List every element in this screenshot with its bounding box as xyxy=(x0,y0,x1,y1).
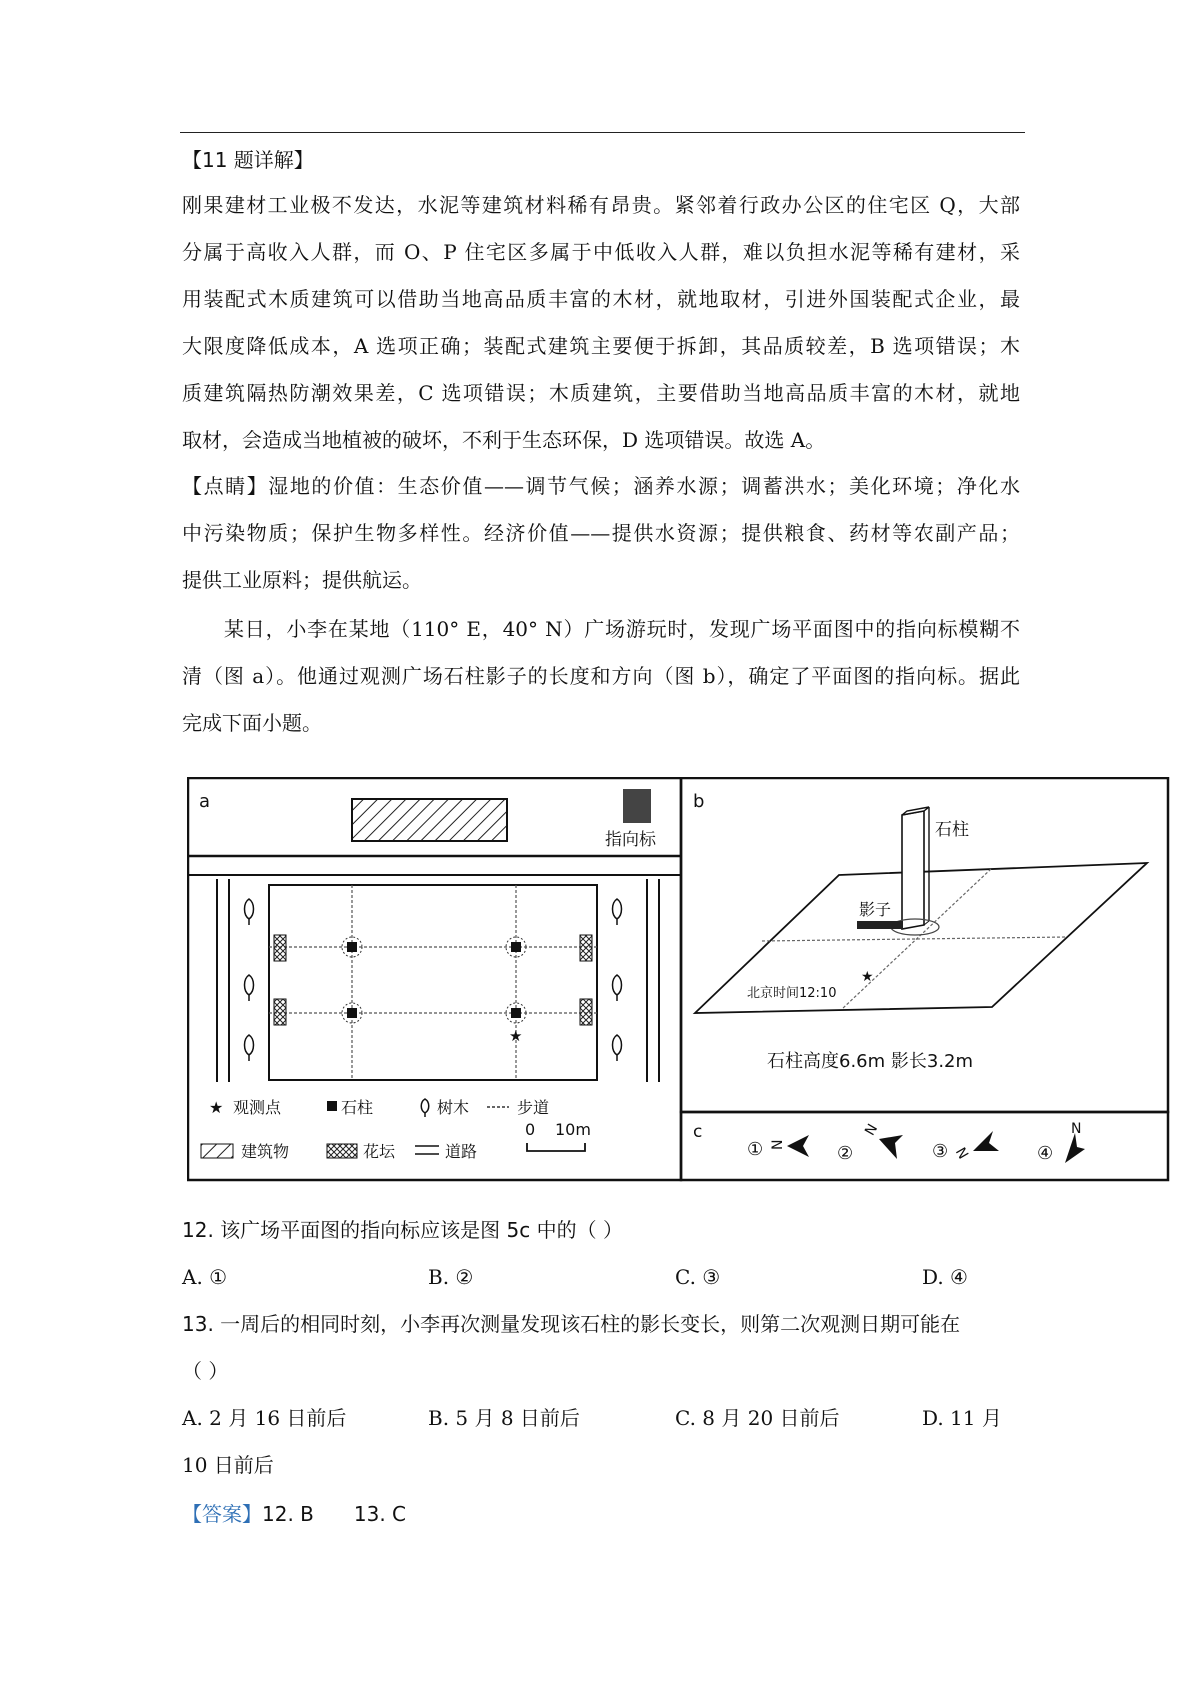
compass-arrow-2 xyxy=(879,1135,903,1159)
n-letter-2: N xyxy=(862,1121,882,1139)
explanation-line-6: 取材，会造成当地植被的破坏，不利于生态环保，D 选项错误。故选 A。 xyxy=(182,428,826,452)
n-letter-4: N xyxy=(1071,1121,1082,1137)
scale-end: 10m xyxy=(555,1120,591,1139)
n-letter-1: N xyxy=(770,1139,786,1150)
answer-line xyxy=(182,1500,406,1528)
q13-option-c: C. 8 月 20 日前后 xyxy=(675,1406,840,1430)
q12-stem: 12. 该广场平面图的指向标应该是图 5c 中的（ ） xyxy=(182,1218,623,1242)
q13-option-b: B. 5 月 8 日前后 xyxy=(428,1406,580,1430)
legend-walkway: 步道 xyxy=(517,1098,550,1117)
option-c2: ② xyxy=(837,1143,854,1164)
shadow-label: 影子 xyxy=(859,900,892,919)
answer-13: 13. C xyxy=(353,1502,407,1526)
answer-12: 12. B xyxy=(262,1502,314,1526)
svg-text:★: ★ xyxy=(861,969,874,985)
option-c1: ① xyxy=(747,1139,764,1160)
legend-tree: 树木 xyxy=(437,1098,470,1117)
time-label: 北京时间12:10 xyxy=(747,986,837,1001)
compass-arrow-1 xyxy=(787,1135,809,1157)
panel-b-caption: 石柱高度6.6m 影长3.2m xyxy=(767,1051,974,1072)
svg-text:★: ★ xyxy=(209,1098,224,1117)
explanation-line-3: 用装配式木质建筑可以借助当地高品质丰富的木材，就地取材，引进外国装配式企业，最 xyxy=(182,287,1020,311)
header-rule xyxy=(180,132,1025,133)
q13-stem-cont: （ ） xyxy=(182,1359,229,1383)
stone-pillars xyxy=(342,937,526,1023)
q12-option-d: D. ④ xyxy=(922,1265,968,1289)
legend-pillar: 石柱 xyxy=(341,1098,374,1117)
compass-arrow-4 xyxy=(1065,1133,1085,1163)
shadow-bar xyxy=(857,921,903,929)
legend-building: 建筑物 xyxy=(241,1142,290,1161)
q12-option-b: B. ② xyxy=(428,1265,474,1289)
blurred-compass-icon xyxy=(623,789,651,823)
scale-zero: 0 xyxy=(525,1120,536,1139)
building-rect xyxy=(352,799,507,841)
explanation-line-2: 分属于高收入人群，而 O、P 住宅区多属于中低收入人群，难以负担水泥等稀有建材，采 xyxy=(182,240,1020,264)
trees xyxy=(245,899,622,1061)
compass-label: 指向标 xyxy=(605,830,656,850)
observation-star: ★ xyxy=(509,1027,523,1045)
option-c3: ③ xyxy=(932,1141,949,1162)
explanation-line-4: 大限度降低成本，A 选项正确；装配式建筑主要便于拆卸，其品质较差，B 选项错误；木 xyxy=(182,334,1020,358)
intro-line-1: 某日，小李在某地（110° E，40° N）广场游玩时，发现广场平面图中的指向标模糊不 xyxy=(224,617,1020,641)
q13-option-a: A. 2 月 16 日前后 xyxy=(182,1406,347,1430)
q13-option-d-wrap: 10 日前后 xyxy=(182,1453,274,1477)
legend-observation: 观测点 xyxy=(233,1098,282,1117)
q12-option-c: C. ③ xyxy=(675,1265,721,1289)
n-letter-3: N xyxy=(953,1143,973,1161)
q13-stem: 13. 一周后的相同时刻，小李再次测量发现该石柱的影长变长，则第二次观测日期可能在 xyxy=(182,1312,961,1336)
intro-line-3: 完成下面小题。 xyxy=(182,711,322,735)
figure xyxy=(187,777,1170,1182)
panel-c-label: c xyxy=(693,1122,703,1142)
explanation-line-5: 质建筑隔热防潮效果差，C 选项错误；木质建筑，主要借助当地高品质丰富的木材，就地 xyxy=(182,381,1020,405)
answer-label: 【答案】 xyxy=(182,1502,262,1526)
panel-b xyxy=(681,778,1168,1112)
section-heading: 【11 题详解】 xyxy=(182,148,314,172)
panel-c xyxy=(681,1112,1168,1180)
legend-flowerbed: 花坛 xyxy=(363,1142,396,1161)
option-c4: ④ xyxy=(1037,1143,1054,1164)
pillar-label: 石柱 xyxy=(935,820,969,840)
compass-arrow-3 xyxy=(973,1131,999,1151)
panel-a xyxy=(188,778,681,1180)
q12-option-a: A. ① xyxy=(182,1265,228,1289)
panel-b-label: b xyxy=(693,791,705,812)
panel-a-label: a xyxy=(199,791,211,812)
intro-line-2: 清（图 a）。他通过观测广场石柱影子的长度和方向（图 b），确定了平面图的指向标。据此 xyxy=(182,664,1020,688)
explanation-line-1: 刚果建材工业极不发达，水泥等建筑材料稀有昂贵。紧邻着行政办公区的住宅区 Q，大部 xyxy=(182,193,1020,217)
tip-line-1: 【点睛】湿地的价值：生态价值——调节气候；涵养水源；调蓄洪水；美化环境；净化水 xyxy=(182,474,1020,498)
flower-beds xyxy=(274,935,592,1025)
legend-road: 道路 xyxy=(445,1142,478,1161)
tip-line-3: 提供工业原料；提供航运。 xyxy=(182,568,422,592)
tip-line-2: 中污染物质；保护生物多样性。经济价值——提供水资源；提供粮食、药材等农副产品； xyxy=(182,521,1020,545)
q13-option-d: D. 11 月 xyxy=(922,1406,1002,1430)
